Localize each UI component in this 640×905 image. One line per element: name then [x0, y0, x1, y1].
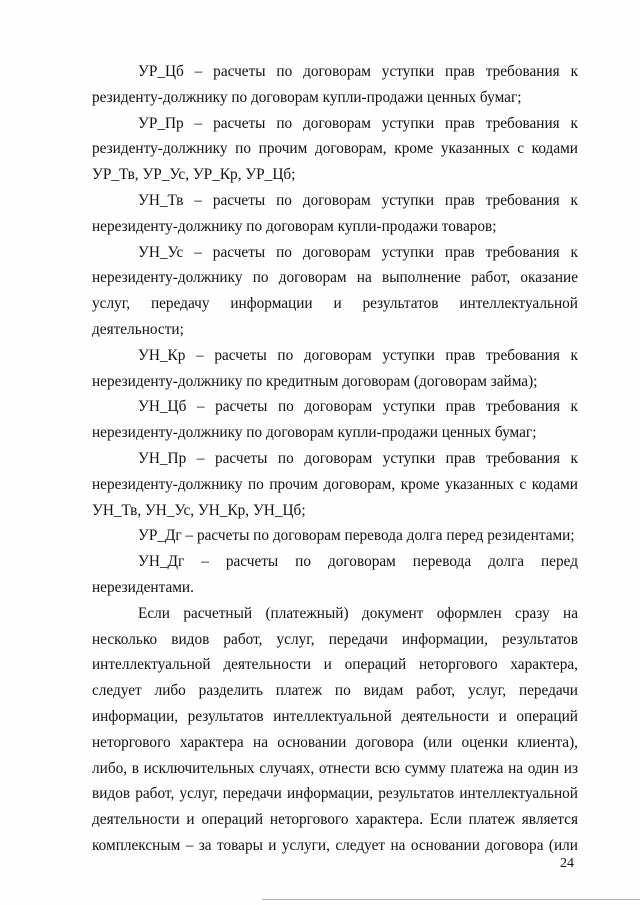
page-number: 24: [560, 856, 574, 871]
paragraph-un-cb: УН_Цб – расчеты по договорам уступки прав требования к нерезиденту-должнику по договорам купли-продажи ценных бумаг;: [92, 398, 578, 442]
paragraph-un-dg: УН_Дг – расчеты по договорам перевода долга перед нерезидентами.: [92, 553, 578, 596]
scan-edge-line: [262, 899, 640, 900]
document-body: [92, 59, 578, 859]
paragraph-payment-document: Если расчетный (платежный) документ оформлен сразу на несколько видов работ, услуг, передачи информации, результатов интеллектуальной деятельности и операций неторгового характера, следует либо разделить платеж по видам работ, услуг, передачи информации, результатов интеллектуальной деятельности и операций неторгового характера на основании договора (или оценки клиента), либо, в исключительных случаях, отнести всю сумму платежа на один из видов работ, услуг, передачи информации, результатов интеллектуальной деятельности и операций неторгового характера. Если платеж является комплексным – за товары и услуги, следует на основании договора (или: [92, 604, 578, 854]
paragraph-ur-pr: УР_Пр – расчеты по договорам уступки прав требования к резиденту-должнику по прочим договорам, кроме указанных с кодами УР_Тв, УР_Ус, УР_Кр, УР_Цб;: [92, 114, 578, 184]
paragraph-ur-cb: УР_Цб – расчеты по договорам уступки прав требования к резиденту-должнику по договорам купли-продажи ценных бумаг;: [92, 63, 578, 106]
paragraph-un-us: УН_Ус – расчеты по договорам уступки прав требования к нерезиденту-должнику по договорам на выполнение работ, оказание услуг, передачу информации и результатов интеллектуальной деятельности;: [92, 243, 578, 338]
paragraph-un-tv: УН_Тв – расчеты по договорам уступки прав требования к нерезиденту-должнику по договорам купли-продажи товаров;: [92, 191, 578, 235]
paragraph-un-kr: УН_Кр – расчеты по договорам уступки прав требования к нерезиденту-должнику по кредитным договорам (договорам займа);: [92, 346, 578, 390]
paragraph-un-pr: УН_Пр – расчеты по договорам уступки прав требования к нерезиденту-должнику по прочим договорам, кроме указанных с кодами УН_Тв, УН_Ус, УН_Кр, УН_Цб;: [92, 449, 578, 519]
paragraph-ur-dg: УР_Дг – расчеты по договорам перевода долга перед резидентами;: [138, 527, 575, 545]
